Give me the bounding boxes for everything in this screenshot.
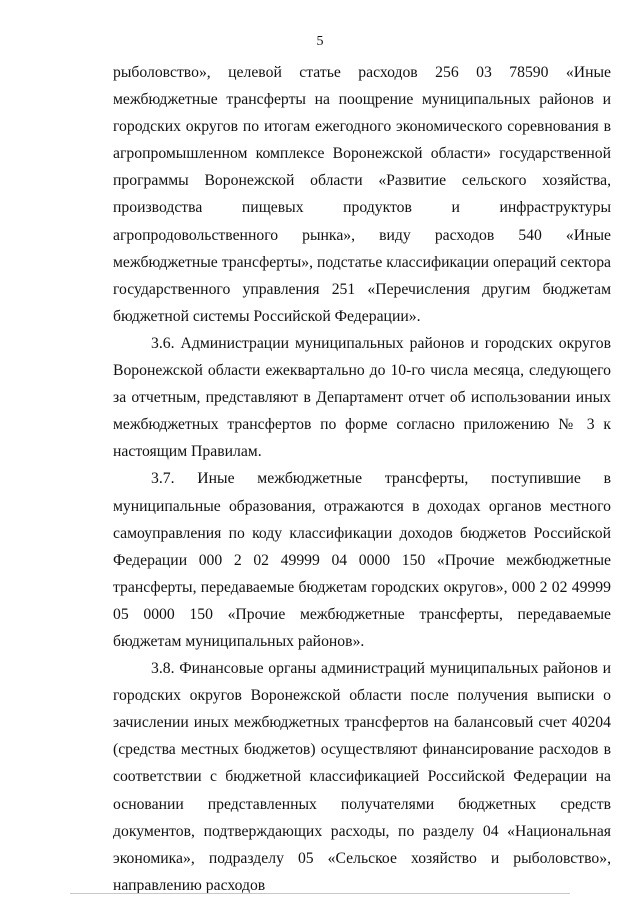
page-bottom-rule [70, 893, 570, 894]
paragraph-3-6: 3.6. Администрации муниципальных районов и городских округов Воронежской области ежеквартально до 10-го числа месяца, следующего за отчетным, представляют в Департамент отчет об использовании иных межбюджетных трансфертов по форме согласно приложению № 3 к настоящим Правилам. [113, 334, 611, 461]
paragraph-continuation: рыболовство», целевой статье расходов 256 03 78590 «Иные межбюджетные трансферты на поощрение муниципальных районов и городских округов по итогам ежегодного экономического соревнования в агропромышленном комплексе Воронежской области» государственной программы Воронежской области «Развитие сельского хозяйства, производства пищевых продуктов и инфраструктуры агропродовольственного рынка», виду расходов 540 «Иные межбюджетные трансферты», подстатье классификации операций сектора государственного управления 251 «Перечисления другим бюджетам бюджетной системы Российской Федерации». [113, 64, 611, 325]
document-body [113, 59, 611, 899]
page-number: 5 [316, 34, 324, 49]
paragraph-3-7: 3.7. Иные межбюджетные трансферты, поступившие в муниципальные образования, отражаются в доходах органов местного самоуправления по коду классификации доходов бюджетов Российской Федерации 000 2 02 49999 04 0000 150 «Прочие межбюджетные трансферты, передаваемые бюджетам городских округов», 000 2 02 49999 05 0000 150 «Прочие межбюджетные трансферты, передаваемые бюджетам муниципальных районов». [113, 470, 611, 650]
paragraph-3-8: 3.8. Финансовые органы администраций муниципальных районов и городских округов Воронежской области после получения выписки о зачислении иных межбюджетных трансфертов на балансовый счет 40204 (средства местных бюджетов) осуществляют финансирование расходов в соответствии с бюджетной классификацией Российской Федерации на основании представленных получателями бюджетных средств документов, подтверждающих расходы, по разделу 04 «Национальная экономика», подразделу 05 «Сельское хозяйство и рыболовство», направлению расходов [113, 660, 611, 894]
